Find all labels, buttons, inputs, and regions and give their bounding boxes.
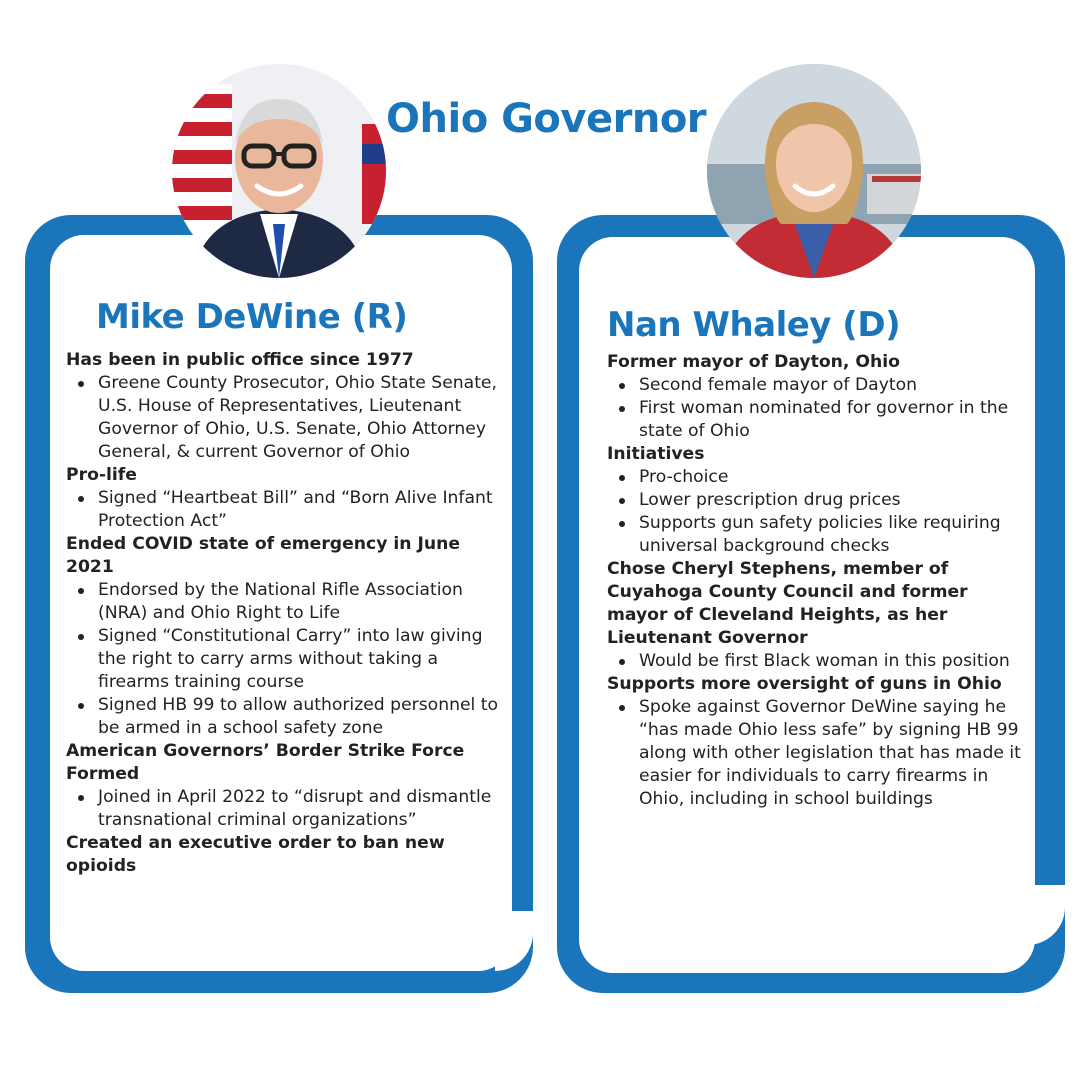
- speech-bubble-tail: [495, 911, 533, 971]
- bullet-item: Greene County Prosecutor, Ohio State Senate, U.S. House of Representatives, Lieutenant Governor of Ohio, U.S. Senate, Ohio Attorney General, & current Governor of Ohio: [98, 372, 506, 464]
- bullet-list: [66, 786, 506, 832]
- bullet-item: First woman nominated for governor in the state of Ohio: [639, 397, 1033, 443]
- whaley-portrait-illustration: [707, 64, 921, 278]
- section-heading: Has been in public office since 1977: [66, 350, 414, 370]
- bullet-item: Signed “Constitutional Carry” into law giving the right to carry arms without taking a firearms training course: [98, 625, 506, 694]
- candidate-portrait-icon: [707, 64, 921, 278]
- bullet-list: [66, 372, 506, 464]
- bullet-item: Signed “Heartbeat Bill” and “Born Alive Infant Protection Act”: [98, 487, 506, 533]
- bullet-list: [607, 650, 1033, 673]
- bullet-list: [607, 374, 1033, 443]
- section-heading: Pro-life: [66, 465, 137, 485]
- bullet-item: Spoke against Governor DeWine saying he “has made Ohio less safe” by signing HB 99 along with other legislation that has made it easier for individuals to carry firearms in Ohio, including in school buildings: [639, 696, 1033, 811]
- section-heading: Former mayor of Dayton, Ohio: [607, 352, 900, 372]
- bullet-item: Pro-choice: [639, 466, 1033, 489]
- page-title: Ohio Governor: [386, 96, 707, 142]
- bullet-item: Signed HB 99 to allow authorized personnel to be armed in a school safety zone: [98, 694, 506, 740]
- bullet-item: Supports gun safety policies like requiring universal background checks: [639, 512, 1033, 558]
- candidate-portrait-icon: [172, 64, 386, 278]
- bullet-item: Would be first Black woman in this position: [639, 650, 1033, 673]
- section-heading: Chose Cheryl Stephens, member of Cuyahoga County Council and former mayor of Cleveland Heights, as her Lieutenant Governor: [607, 559, 968, 648]
- candidate-name: Nan Whaley (D): [607, 305, 901, 345]
- candidate-name: Mike DeWine (R): [96, 297, 408, 337]
- bullet-item: Joined in April 2022 to “disrupt and dismantle transnational criminal organizations”: [98, 786, 506, 832]
- bullet-item: Second female mayor of Dayton: [639, 374, 1033, 397]
- speech-bubble-tail: [1027, 885, 1065, 945]
- bullet-list: [66, 579, 506, 740]
- section-heading: Supports more oversight of guns in Ohio: [607, 674, 1002, 694]
- candidate-details: [607, 351, 1033, 811]
- candidate-card-whaley: [557, 215, 1065, 993]
- section-heading: Created an executive order to ban new opioids: [66, 833, 445, 876]
- bullet-item: Endorsed by the National Rifle Association (NRA) and Ohio Right to Life: [98, 579, 506, 625]
- section-heading: Initiatives: [607, 444, 705, 464]
- bullet-list: [607, 466, 1033, 558]
- bullet-item: Lower prescription drug prices: [639, 489, 1033, 512]
- section-heading: American Governors’ Border Strike Force Formed: [66, 741, 465, 784]
- bullet-list: [607, 696, 1033, 811]
- card-body: [50, 235, 512, 971]
- card-body: [579, 237, 1035, 973]
- candidate-card-dewine: [25, 215, 533, 993]
- section-heading: Ended COVID state of emergency in June 2021: [66, 534, 461, 577]
- candidate-details: [66, 349, 506, 878]
- bullet-list: [66, 487, 506, 533]
- dewine-portrait-illustration: [172, 64, 386, 278]
